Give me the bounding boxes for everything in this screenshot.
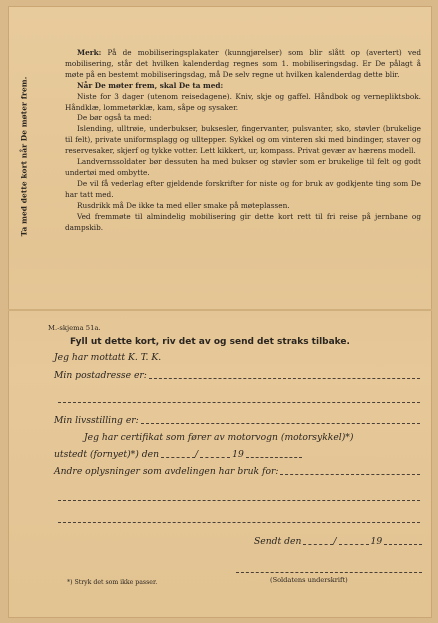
certificate-label: Jeg har certifikat som fører av motorvogn (motorsykkel)*) xyxy=(84,432,354,443)
should-heading: De bør også ta med: xyxy=(77,113,152,123)
compensation-text: De vil få vederlag efter gjeldende forskrifter for niste og for bruk av godkjente ting som De har tatt med. xyxy=(65,178,421,199)
signature-line[interactable] xyxy=(236,572,422,573)
landvern-text: Landvernssoldater bør dessuten ha med bukser og støvler som er brukelige til felt og godt undertøi med ombytte. xyxy=(65,157,421,177)
issued-date-mid: / xyxy=(195,449,199,460)
other-info-blank-2[interactable] xyxy=(58,500,420,501)
issued-label: utstedt (fornyet)*) den xyxy=(54,449,160,460)
other-info-label: Andre oplysninger som avdelingen har bruk for: xyxy=(54,466,279,477)
sent-day-blank[interactable] xyxy=(303,543,333,545)
postal-address-blank-2[interactable] xyxy=(58,402,420,403)
issued-field[interactable] xyxy=(54,449,302,460)
when-text: Niste for 3 dager (utenom reisedagene). Kniv, skje og gaffel. Håndbok og vernepliktsbok. Håndklæ, lommetørklæ, kam, såpe og sysaker. xyxy=(65,91,421,112)
mobilization-card xyxy=(8,6,432,618)
side-note-text: Ta med dette kort når De møter frem. xyxy=(19,76,29,236)
should-text: Islending, ulltrøie, underbukser, buksesler, fingervanter, pulsvanter, sko, støvler (brukelige til felt), private uniformsplagg og ulltepper. Sykkel og om vinteren ski med bindinger, staver og reservesaker, skjerf og tykke votter. Lett kikkert, ur, kompass. Privat gevær av hærens modell. xyxy=(65,124,421,156)
schema-reference: M.-skjema 51a. xyxy=(48,324,101,332)
merk-label: Merk: xyxy=(77,48,102,57)
other-info-field[interactable] xyxy=(54,466,420,477)
received-label: Jeg har mottatt K. T. K. xyxy=(54,352,162,363)
sent-date-field[interactable] xyxy=(254,536,422,547)
rusdrikk-text: Rusdrikk må De ikke ta med eller smake på møteplassen. xyxy=(77,200,290,210)
issued-day-blank[interactable] xyxy=(161,456,195,458)
received-line xyxy=(54,352,254,363)
postal-address-field[interactable] xyxy=(54,370,420,381)
other-info-blank-3[interactable] xyxy=(58,522,420,523)
signature-caption: (Soldatens underskrift) xyxy=(270,576,348,584)
travel-text: Ved fremmøte til almindelig mobilisering gir dette kort rett til fri reise på jernbane og dampskib. xyxy=(65,211,421,232)
occupation-label: Min livsstilling er: xyxy=(54,415,139,426)
sent-label: Sendt den xyxy=(254,536,302,547)
certificate-line xyxy=(84,432,424,443)
issued-month-blank[interactable] xyxy=(200,456,230,458)
when-heading: Når De møter frem, skal De ta med: xyxy=(77,80,224,90)
occupation-blank[interactable] xyxy=(141,422,420,424)
sent-month-blank[interactable] xyxy=(339,543,369,545)
issued-year: 19 xyxy=(232,449,244,460)
merk-paragraph xyxy=(65,48,421,81)
footnote: *) Stryk det som ikke passer. xyxy=(67,579,158,586)
sent-date-mid: / xyxy=(333,536,337,547)
sent-year-blank[interactable] xyxy=(384,543,422,545)
occupation-field[interactable] xyxy=(54,415,420,426)
issued-year-blank[interactable] xyxy=(246,456,302,458)
postal-address-label: Min postadresse er: xyxy=(54,370,147,381)
tear-fold-line xyxy=(8,309,432,311)
other-info-blank[interactable] xyxy=(280,473,420,475)
side-note xyxy=(13,61,35,251)
merk-text: På de mobiliseringsplakater (kunngjørelser) som blir slått op (avertert) ved mobilisering, står det hvilken kalenderdag regnes som 1. mobiliseringsdag. Er De pålagt å møte på en bestemt mobiliseringsdag, må De selv regne ut hvilken kalenderdag dette blir. xyxy=(65,48,421,79)
instructions-section xyxy=(65,48,421,233)
form-headline: Fyll ut dette kort, riv det av og send det straks tilbake. xyxy=(70,337,350,347)
postal-address-blank[interactable] xyxy=(149,377,420,379)
sent-year: 19 xyxy=(370,536,383,547)
